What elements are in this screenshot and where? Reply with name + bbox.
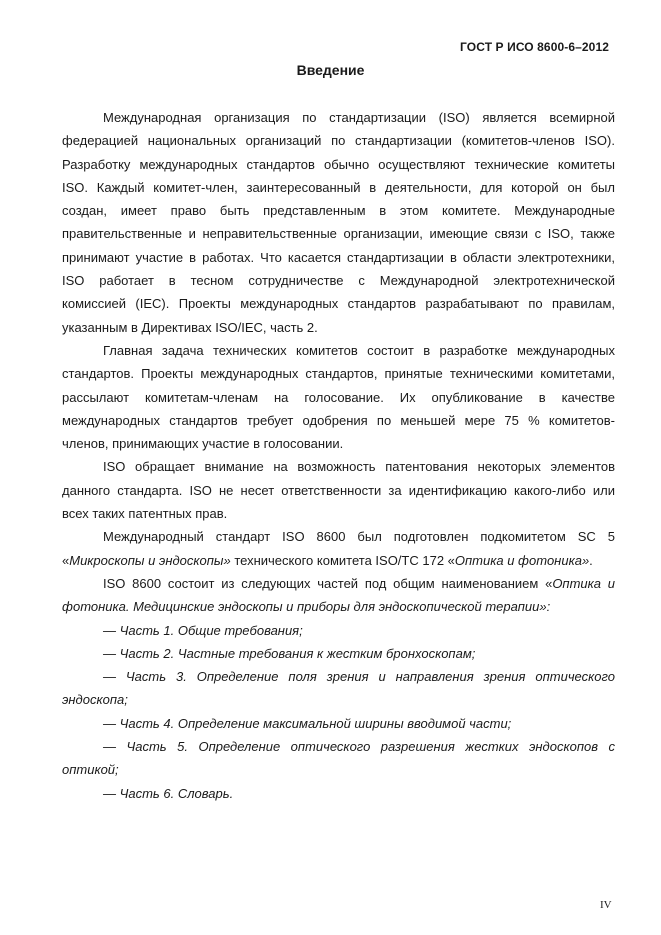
list-item-part-6: — Часть 6. Словарь. xyxy=(103,785,234,801)
page-number: IV xyxy=(600,899,612,911)
paragraph-iso-organization xyxy=(62,106,615,339)
section-title: Введение xyxy=(296,62,365,78)
list-item-part-1: — Часть 1. Общие требования; xyxy=(103,622,303,638)
text-line: членов, принимающих участие в голосовании. xyxy=(62,436,344,452)
committee-name: Оптика и фотоника» xyxy=(454,552,590,568)
text-line: данного стандарта. ISO не несет ответственности за идентификацию какого-либо или xyxy=(62,482,615,498)
text-fragment: ISO 8600 состоит из следующих частей под общим наименованием « xyxy=(103,575,553,591)
paragraph-committees-task xyxy=(62,339,615,455)
text-line: международных стандартов требует одобрения по меньшей мере 75 % комитетов- xyxy=(62,412,615,428)
text-line: указанным в Директивах ISO/IEC, часть 2. xyxy=(62,319,318,335)
subcommittee-name: Микроскопы и эндоскопы» xyxy=(69,552,231,568)
text-fragment: . xyxy=(589,552,593,568)
text-line: комиссией (IEC). Проекты международных стандартов разрабатывают по правилам, xyxy=(62,296,615,312)
standard-header: ГОСТ Р ИСО 8600-6–2012 xyxy=(460,40,609,54)
text-line: Главная задача технических комитетов состоит в разработке международных xyxy=(103,342,615,358)
text-line: ISO работает в тесном сотрудничестве с Международной электротехнической xyxy=(62,273,615,289)
text-line: создан, имеет право быть представленным в этом комитете. Международные xyxy=(62,203,615,219)
series-title-fragment: Оптика и xyxy=(552,575,615,591)
text-line xyxy=(62,595,615,618)
text-line: принимают участие в работах. Что касается стандартизации в области электротехники, xyxy=(62,249,615,265)
text-line: федерацией национальных организаций по стандартизации (комитетов-членов ISO). xyxy=(62,133,615,149)
parts-list xyxy=(62,619,615,805)
series-title-fragment: фотоника. Медицинские эндоскопы и приборы для эндоскопической терапии»: xyxy=(62,599,551,615)
text-line xyxy=(62,572,615,595)
text-line xyxy=(62,549,615,572)
text-line: Международная организация по стандартизации (ISO) является всемирной xyxy=(103,110,615,125)
paragraph-standard-preparation xyxy=(62,525,615,572)
list-item-part-5-continuation: оптикой; xyxy=(62,762,119,778)
text-line: Разработку международных стандартов обычно осуществляют технические комитеты xyxy=(62,156,615,172)
list-item-part-4: — Часть 4. Определение максимальной ширины вводимой части; xyxy=(103,715,512,731)
list-item-part-3-continuation: эндоскопа; xyxy=(62,692,128,708)
text-line: ISO обращает внимание на возможность патентования некоторых элементов xyxy=(103,459,615,475)
text-line: стандартов. Проекты международных стандартов, принятые техническими комитетами, xyxy=(62,366,615,382)
paragraph-parts-intro xyxy=(62,572,615,619)
list-item-part-3: — Часть 3. Определение поля зрения и направления зрения оптического xyxy=(103,669,615,685)
paragraph-patents xyxy=(62,455,615,525)
text-fragment: « xyxy=(62,552,70,568)
text-line: правительственные и неправительственные организации, имеющие связи с ISO, также xyxy=(62,226,615,242)
text-line: ISO. Каждый комитет-член, заинтересованный в деятельности, для которой он был xyxy=(62,179,615,195)
list-item-part-5: — Часть 5. Определение оптического разрешения жестких эндоскопов с xyxy=(103,739,615,755)
list-item-part-2: — Часть 2. Частные требования к жестким бронхоскопам; xyxy=(103,645,476,661)
text-line: рассылают комитетам-членам на голосование. Их опубликование в качестве xyxy=(62,389,615,405)
text-line: Международный стандарт ISO 8600 был подготовлен подкомитетом SC 5 xyxy=(103,529,615,545)
document-body xyxy=(62,106,615,805)
text-line: всех таких патентных прав. xyxy=(62,506,228,522)
text-fragment: технического комитета ISO/TC 172 « xyxy=(230,552,455,568)
